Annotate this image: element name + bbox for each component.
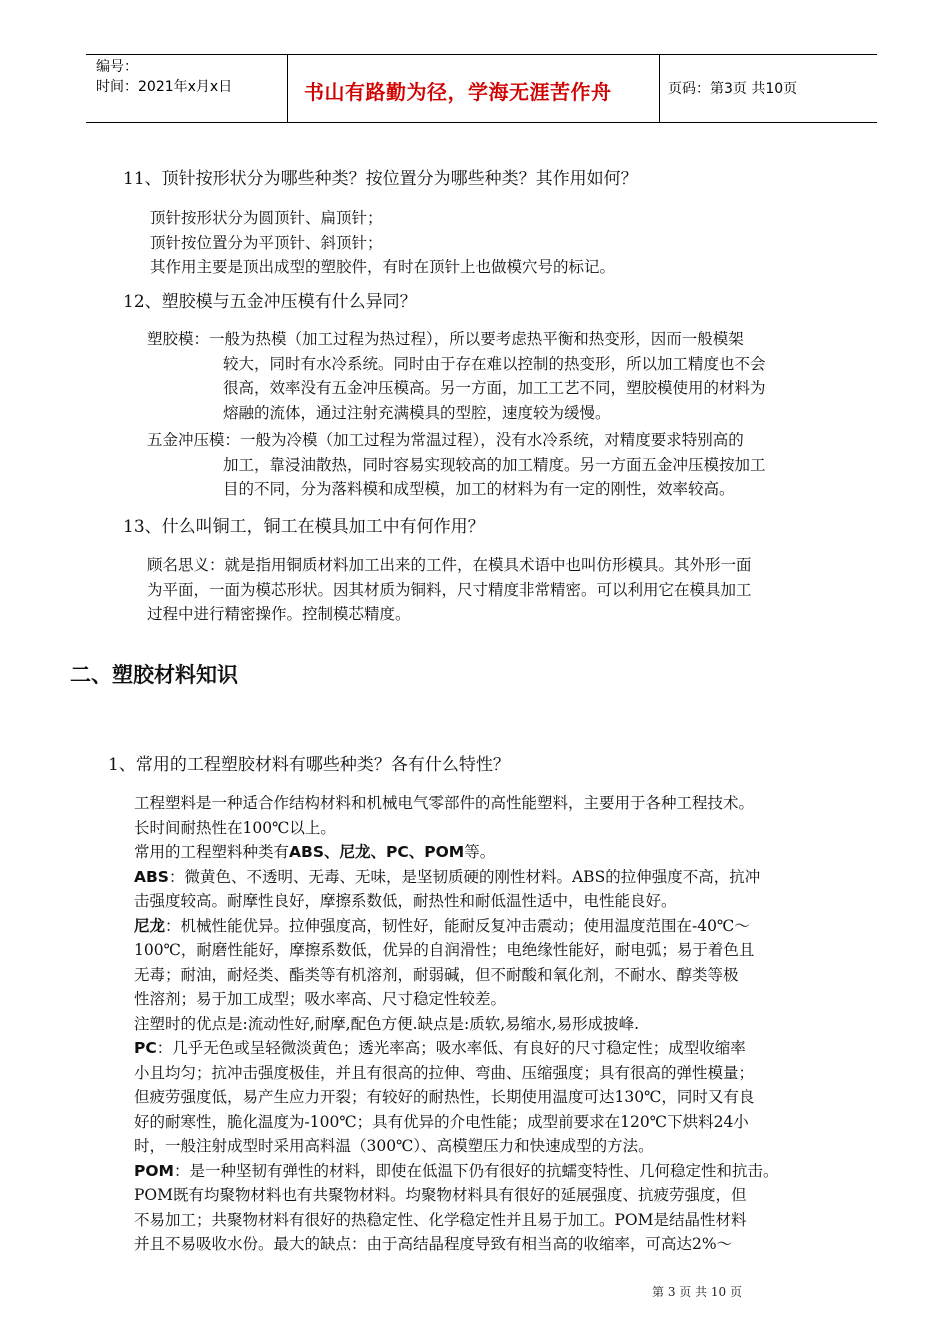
materials-body (134, 791, 910, 1257)
answer-line: 顾名思义：就是指用铜质材料加工出来的工件，在模具术语中也叫仿形模具。其外形一面 (147, 556, 752, 574)
section-question-1-title: 1、常用的工程塑胶材料有哪些种类？各有什么特性？ (108, 755, 510, 775)
nylon-first-line: 尼龙：机械性能优异。拉伸强度高，韧性好，能耐反复冲击震动；使用温度范围在-40℃～ (134, 916, 750, 935)
intro-line: 工程塑料是一种适合作结构材料和机械电气零部件的高性能塑料，主要用于各种工程技术。 (134, 794, 755, 812)
nylon-line: 无毒；耐油，耐烃类、酯类等有机溶剂，耐弱碱，但不耐酸和氧化剂，不耐水、醇类等极 (134, 965, 739, 984)
nylon-label: 尼龙 (134, 916, 166, 935)
question-11-title: 11、顶针按形状分为哪些种类？按位置分为哪些种类？其作用如何？ (123, 169, 638, 189)
header-top-rule (86, 54, 877, 55)
pom-line: 并且不易吸收水份。最大的缺点：由于高结晶程度导致有相当高的收缩率，可高达2%～ (134, 1235, 733, 1253)
answer-line: 顶针按形状分为圆顶针、扁顶针； (150, 209, 383, 227)
pom-line: 不易加工；共聚物材料有很好的热稳定性、化学稳定性并且易于加工。POM是结晶性材料 (134, 1210, 747, 1229)
pc-label: PC (134, 1039, 157, 1057)
answer-line: 目的不同，分为落料模和成型模，加工的材料为有一定的刚性，效率较高。 (223, 480, 735, 498)
header-divider-right (659, 54, 660, 123)
time-label: 时间：2021年x月x日 (96, 79, 233, 95)
answer-line: 加工，靠浸油散热，同时容易实现较高的加工精度。另一方面五金冲压模按加工 (223, 455, 766, 474)
nylon-line: 性溶剂；易于加工成型；吸水率高、尺寸稳定性较差。 (134, 990, 507, 1008)
question-13-title: 13、什么叫铜工，铜工在模具加工中有何作用？ (123, 517, 485, 537)
page-footer: 第 3 页 共 10 页 (652, 1285, 742, 1299)
answer-line: 很高，效率没有五金冲压模高。另一方面，加工工艺不同，塑胶模使用的材料为 (223, 379, 766, 397)
answer-line: 过程中进行精密操作。控制模芯精度。 (147, 605, 411, 623)
pom-label: POM (134, 1161, 174, 1180)
nylon-line: 100℃，耐磨性能好，摩擦系数低，优异的自润滑性；电绝缘性能好，耐电弧；易于着色且 (134, 941, 755, 959)
question-12-title: 12、塑胶模与五金冲压模有什么异同？ (123, 292, 417, 312)
question-13-answer (147, 553, 752, 627)
pom-line: POM既有均聚物材料也有共聚物材料。均聚物材料具有很好的延展强度、抗疲劳强度，但 (134, 1186, 747, 1204)
answer-line: 为平面，一面为模芯形状。因其材质为铜料，尺寸精度非常精密。可以利用它在模具加工 (147, 580, 752, 599)
header-bottom-rule (86, 122, 877, 123)
pc-line: 时，一般注射成型时采用高料温（300℃）、高模塑压力和快速成型的方法。 (134, 1137, 654, 1155)
abs-label: ABS (134, 867, 169, 886)
pc-line: 好的耐寒性，脆化温度为-100℃；具有优异的介电性能；成型前要求在120℃下烘料24小 (134, 1112, 749, 1131)
header-divider-left (287, 54, 288, 123)
header-motto: 书山有路勤为径，学海无涯苦作舟 (304, 80, 612, 104)
answer-line: 塑胶模：一般为热模（加工过程为热过程），所以要考虑热平衡和热变形，因而一般模架 (147, 330, 744, 348)
abs-first-line: ABS：微黄色、不透明、无毒、无味，是坚韧质硬的刚性材料。ABS的拉伸强度不高，抗冲 (134, 867, 761, 886)
answer-line: 其作用主要是顶出成型的塑胶件，有时在顶针上也做模穴号的标记。 (150, 258, 616, 276)
answer-line: 顶针按位置分为平顶针、斜顶针； (150, 233, 383, 252)
nylon-line: 注塑时的优点是:流动性好,耐摩,配色方便.缺点是:质软,易缩水,易形成披峰. (134, 1014, 640, 1033)
pom-first-line: POM：是一种坚韧有弹性的材料，即使在低温下仍有很好的抗蠕变特性、几何稳定性和抗击。 (134, 1161, 779, 1180)
page-info: 页码：第3页 共10页 (668, 81, 798, 97)
plastic-mold-paragraph (147, 327, 766, 425)
pc-line: 但疲劳强度低，易产生应力开裂；有较好的耐热性，长期使用温度可达130℃，同时又有良 (134, 1088, 755, 1106)
answer-line: 熔融的流体，通过注射充满模具的型腔，速度较为缓慢。 (223, 403, 611, 422)
abs-line: 击强度较高。耐摩性良好，摩擦系数低，耐热性和耐低温性适中，电性能良好。 (134, 892, 677, 910)
stamping-die-paragraph (147, 428, 766, 502)
common-types-line: 常用的工程塑料种类有ABS、尼龙、PC、POM等。 (134, 843, 496, 861)
question-11-answer (150, 206, 615, 280)
common-types-bold: ABS、尼龙、PC、POM (289, 843, 465, 861)
pc-line: 小且均匀；抗冲击强度极佳，并且有很高的拉伸、弯曲、压缩强度；具有很高的弹性模量； (134, 1063, 755, 1082)
answer-line: 五金冲压模：一般为冷模（加工过程为常温过程），没有水冷系统，对精度要求特别高的 (147, 431, 744, 449)
section-title: 二、塑胶材料知识 (70, 663, 238, 687)
pc-first-line: PC：几乎无色或呈轻微淡黄色；透光率高；吸水率低、有良好的尺寸稳定性；成型收缩率 (134, 1039, 746, 1057)
answer-line: 较大，同时有水冷系统。同时由于存在难以控制的热变形，所以加工精度也不会 (223, 354, 766, 373)
intro-line: 长时间耐热性在100℃以上。 (134, 818, 336, 837)
serial-label: 编号： (96, 59, 138, 75)
